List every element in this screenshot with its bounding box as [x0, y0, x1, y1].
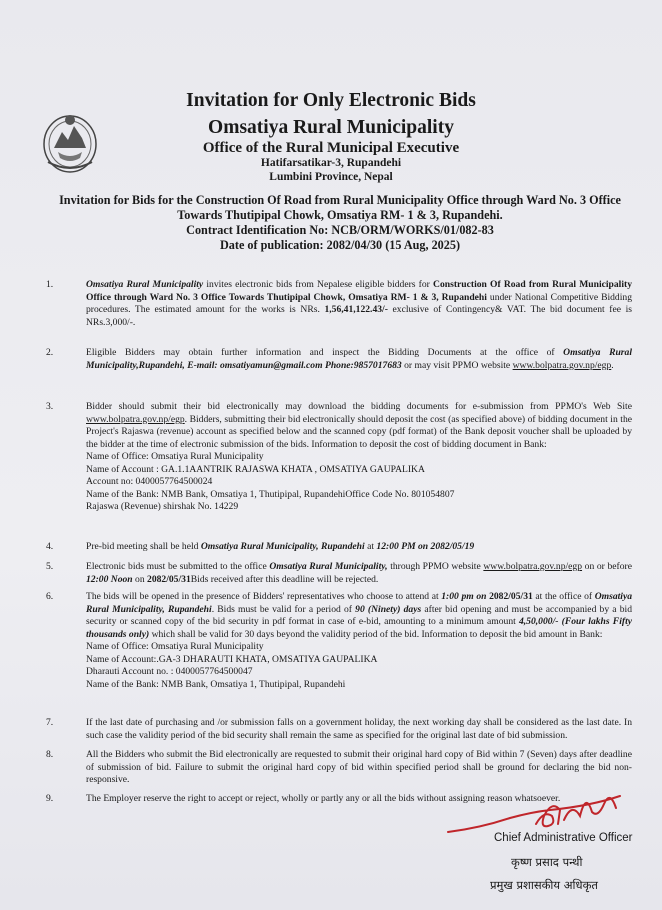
account-number-line: Dharauti Account no. : 0400057764500047 — [86, 666, 253, 677]
clause-text: If the last date of purchasing and /or submission falls on a government holiday, the next working day shall be considered as the last date. In such case the validity period of the bid security shall remain the same as specified for the original last date of bid submission. — [86, 717, 632, 741]
clause-number: 4. — [46, 541, 54, 552]
clause-text: The Employer reserve the right to accept or reject, wholly or partly any or all the bids without assigning reason whatsoever. — [86, 793, 561, 804]
ppmo-link[interactable]: www.bolpatra.gov.np/egp — [512, 359, 612, 371]
office-address: Hatifarsatikar-3, Rupandehi — [260, 157, 402, 169]
account-name-line: Name of Account:.GA-3 DHARAUTI KHATA, OMSATIYA GAUPALIKA — [86, 653, 378, 665]
account-number-line: Account no: 0400057764500024 — [86, 476, 213, 487]
clause-number: 1. — [46, 279, 54, 290]
clause-number: 8. — [46, 749, 54, 760]
header-title: Invitation for Only Electronic Bids — [186, 90, 476, 111]
signature-mark — [440, 780, 640, 840]
signatory-name-nepali: कृष्ण प्रसाद पन्थी — [511, 855, 583, 869]
clause-number: 9. — [46, 793, 54, 804]
clause-number: 7. — [46, 717, 54, 728]
invitation-title-line2: Towards Thutipipal Chowk, Omsatiya RM- 1 & 3, Rupandehi. — [177, 208, 503, 222]
contract-id: Contract Identification No: NCB/ORM/WORKS/01/082-83 — [186, 223, 494, 237]
clause-number: 2. — [46, 347, 54, 358]
revenue-line: Rajaswa (Revenue) shirshak No. 14229 — [86, 501, 239, 512]
municipality-name: Omsatiya Rural Municipality — [208, 117, 454, 138]
invitation-title-line1: Invitation for Bids for the Construction Of Road from Rural Municipality Office through Ward No. 3 Office — [59, 193, 621, 207]
bank-name-line: Name of the Bank: NMB Bank, Omsatiya 1, Thutipipal, RupandehiOffice Code No. 801054807 — [86, 488, 455, 500]
office-name-line: Name of Office: Omsatiya Rural Municipality — [86, 641, 264, 652]
clause-number: 6. — [46, 591, 54, 602]
ppmo-link[interactable]: www.bolpatra.gov.np/egp — [86, 413, 185, 425]
clause-text: Bidder should submit their bid electronically may download the bidding documents for e-submission from PPMO's Web Site www.bolpatra.gov.np/egp. Bidders, submitting their bid electronically should deposit the cost (as specified above) of bidding document in the Project's Rajaswa (revenue) account as specified below and the scanned copy (pdf format) of the Bank deposit voucher shall be uploaded by the bidder at the time of electronic submission of the bids. Information to deposit the cost of bidding document in Bank: Name of Office: Omsatiya Rural Municipality Name of Account : GA.1.1AANTRIK RAJASWA KHATA , OMSATIYA GAUPALIKA Account no: 0400057764500024 Name of the Bank: NMB Bank, Omsatiya 1, Thutipipal, RupandehiOffice Code No. 801054807 Rajaswa (Revenue) shirshak No. 14229 — [86, 401, 632, 512]
ppmo-link[interactable]: www.bolpatra.gov.np/egp — [483, 561, 583, 572]
office-name-line: Name of Office: Omsatiya Rural Municipality — [86, 451, 264, 462]
bank-name-line: Name of the Bank: NMB Bank, Omsatiya 1, Thutipipal, Rupandehi — [86, 678, 346, 690]
clause-text: Eligible Bidders may obtain further information and inspect the Bidding Documents at the office of Omsatiya Rural Municipality,Rupandehi, E-mail: omsatiyamun@gmail.com Phone:9857017683 or may visit PPMO website www.bolpatra.gov.np/egp. — [86, 347, 633, 371]
office-name: Office of the Rural Municipal Executive — [202, 140, 460, 156]
signatory-title-nepali: प्रमुख प्रशासकीय अधिकृत — [490, 878, 598, 892]
signatory-title: Chief Administrative Officer — [494, 832, 633, 844]
clause-text: Electronic bids must be submitted to the office Omsatiya Rural Municipality, through PPMO website www.bolpatra.gov.np/egp on or before 12:00 Noon on 2082/05/31Bids received after this deadline will be rejected. — [86, 561, 633, 585]
clause-number: 3. — [46, 401, 54, 412]
account-name-line: Name of Account : GA.1.1AANTRIK RAJASWA KHATA , OMSATIYA GAUPALIKA — [86, 463, 425, 475]
invitation-block — [50, 193, 630, 253]
province: Lumbini Province, Nepal — [269, 171, 393, 183]
clause-text: Omsatiya Rural Municipality invites electronic bids from Nepalese eligible bidders for Construction Of Road from Rural Municipality Office through Ward No. 3 Office Towards Thutipipal Chowk, Omsatiya RM- 1 & 3, Rupandehi under National Competitive Bidding procedures. The estimated amount for the works is NRs. 1,56,41,122.43/- exclusive of Contingency& VAT. The bid document fee is NRs.3,000/-. — [86, 279, 632, 328]
clause-text: All the Bidders who submit the Bid electronically are requested to submit their original hard copy of Bid within 7 (Seven) days after deadline of submission of bid. Failure to submit the original hard copy of bid within specified period shall be ground for declaring the bid non-responsive. — [86, 749, 632, 785]
clause-text: Pre-bid meeting shall be held Omsatiya Rural Municipality, Rupandehi at 12:00 PM on 2082/05/19 — [86, 541, 475, 552]
clause-text: The bids will be opened in the presence of Bidders' representatives who choose to attend at 1:00 pm on 2082/05/31 at the office of Omsatiya Rural Municipality, Rupandehi. Bids must be valid for a period of 90 (Ninety) days after bid opening and must be accompanied by a bid security or scanned copy of the bid security in pdf format in case of e-bid, amounting to a minimum amount 4,50,000/- (Four lakhs Fifty thousands only) which shall be valid for 30 days beyond the validity period of the bid. Information to deposit the bid amount in Bank: Name of Office: Omsatiya Rural Municipality Name of Account:.GA-3 DHARAUTI KHATA, OMSATIYA GAUPALIKA Dharauti Account no. : 0400057764500047 Name of the Bank: NMB Bank, Omsatiya 1, Thutipipal, Rupandehi — [86, 591, 633, 690]
clause-number: 5. — [46, 561, 54, 572]
publication-date: Date of publication: 2082/04/30 (15 Aug, 2025) — [219, 238, 461, 252]
